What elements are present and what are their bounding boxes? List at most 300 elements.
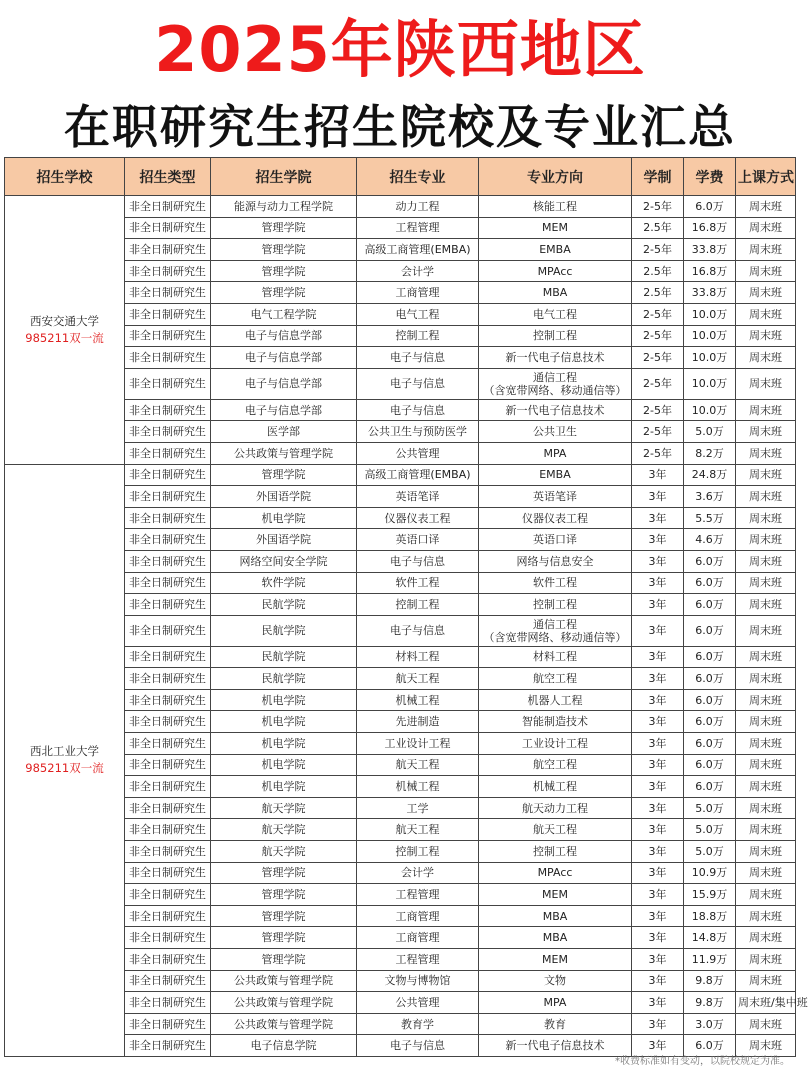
cell-type: 非全日制研究生: [125, 303, 211, 325]
cell-duration: 3年: [632, 970, 684, 992]
direction-line: 公共卫生: [533, 425, 577, 439]
cell-fee: 18.8万: [684, 905, 736, 927]
cell-college: 公共政策与管理学院: [211, 992, 357, 1014]
direction-line: 航空工程: [533, 758, 577, 772]
cell-type: 非全日制研究生: [125, 368, 211, 399]
cell-college: 机电学院: [211, 754, 357, 776]
cell-direction: [479, 862, 632, 884]
cell-mode: 周末班: [736, 303, 796, 325]
cell-major: 机械工程: [357, 776, 479, 798]
cell-direction: [479, 797, 632, 819]
cell-type: 非全日制研究生: [125, 949, 211, 971]
cell-college: 电子与信息学部: [211, 399, 357, 421]
cell-type: 非全日制研究生: [125, 260, 211, 282]
cell-college: 外国语学院: [211, 486, 357, 508]
direction-line: MPA: [543, 995, 567, 1009]
cell-major: 英语口译: [357, 529, 479, 551]
cell-fee: 3.6万: [684, 486, 736, 508]
cell-college: 电子信息学院: [211, 1035, 357, 1057]
cell-college: 航天学院: [211, 841, 357, 863]
cell-fee: 10.0万: [684, 368, 736, 399]
cell-major: 电子与信息: [357, 368, 479, 399]
cell-college: 民航学院: [211, 594, 357, 616]
cell-type: 非全日制研究生: [125, 421, 211, 443]
cell-college: 电子与信息学部: [211, 368, 357, 399]
cell-direction: [479, 689, 632, 711]
cell-fee: 5.5万: [684, 507, 736, 529]
cell-mode: 周末班: [736, 646, 796, 668]
direction-line: MBA: [542, 286, 568, 300]
cell-college: 机电学院: [211, 507, 357, 529]
cell-duration: 2-5年: [632, 347, 684, 369]
cell-direction: [479, 399, 632, 421]
cell-type: 非全日制研究生: [125, 905, 211, 927]
cell-major: 公共管理: [357, 992, 479, 1014]
cell-college: 管理学院: [211, 862, 357, 884]
cell-fee: 11.9万: [684, 949, 736, 971]
school-name: 西北工业大学: [30, 744, 99, 759]
cell-college: 公共政策与管理学院: [211, 1013, 357, 1035]
programs-table: [4, 157, 808, 1057]
cell-duration: 3年: [632, 464, 684, 486]
cell-direction: [479, 572, 632, 594]
header-type: 招生类型: [125, 158, 211, 196]
cell-mode: 周末班: [736, 689, 796, 711]
cell-college: 机电学院: [211, 733, 357, 755]
cell-fee: 10.0万: [684, 325, 736, 347]
cell-type: 非全日制研究生: [125, 486, 211, 508]
footer-note: *收费标准如有变动，以院校规定为准。: [615, 1056, 790, 1067]
table-body: [5, 196, 808, 1057]
cell-duration: 3年: [632, 819, 684, 841]
cell-fee: 6.0万: [684, 668, 736, 690]
direction-line: MBA: [542, 931, 568, 945]
cell-direction: [479, 905, 632, 927]
cell-mode: 周末班: [736, 550, 796, 572]
cell-direction: [479, 239, 632, 261]
cell-college: 电气工程学院: [211, 303, 357, 325]
cell-duration: 3年: [632, 884, 684, 906]
cell-duration: 3年: [632, 572, 684, 594]
cell-direction: [479, 949, 632, 971]
cell-mode: 周末班: [736, 196, 796, 218]
cell-mode: 周末班: [736, 927, 796, 949]
cell-college: 航天学院: [211, 797, 357, 819]
cell-college: 民航学院: [211, 668, 357, 690]
cell-college: 能源与动力工程学院: [211, 196, 357, 218]
cell-direction: [479, 282, 632, 304]
cell-major: 控制工程: [357, 325, 479, 347]
cell-type: 非全日制研究生: [125, 594, 211, 616]
cell-major: 电子与信息: [357, 550, 479, 572]
cell-duration: 3年: [632, 927, 684, 949]
direction-line: 机械工程: [533, 780, 577, 794]
cell-college: 管理学院: [211, 905, 357, 927]
header-mode: 上课方式: [736, 158, 796, 196]
cell-duration: 2.5年: [632, 217, 684, 239]
direction-line: MEM: [542, 952, 568, 966]
cell-fee: 8.2万: [684, 442, 736, 464]
cell-fee: 9.8万: [684, 970, 736, 992]
cell-major: 先进制造: [357, 711, 479, 733]
cell-duration: 3年: [632, 507, 684, 529]
cell-mode: 周末班: [736, 711, 796, 733]
cell-type: 非全日制研究生: [125, 992, 211, 1014]
cell-fee: 14.8万: [684, 927, 736, 949]
cell-duration: 3年: [632, 668, 684, 690]
direction-line: MEM: [542, 888, 568, 902]
cell-mode: 周末班: [736, 668, 796, 690]
cell-duration: 3年: [632, 841, 684, 863]
cell-duration: 2-5年: [632, 442, 684, 464]
cell-major: 航天工程: [357, 819, 479, 841]
cell-mode: 周末班: [736, 239, 796, 261]
cell-direction: [479, 884, 632, 906]
cell-fee: 24.8万: [684, 464, 736, 486]
cell-major: 动力工程: [357, 196, 479, 218]
cell-college: 公共政策与管理学院: [211, 442, 357, 464]
header-college: 招生学院: [211, 158, 357, 196]
cell-fee: 15.9万: [684, 884, 736, 906]
direction-line: 航天动力工程: [522, 801, 588, 815]
direction-line: 新一代电子信息技术: [505, 350, 605, 364]
cell-duration: 2-5年: [632, 421, 684, 443]
direction-line: 通信工程: [533, 370, 577, 384]
cell-mode: 周末班/集中班: [736, 992, 796, 1014]
cell-direction: [479, 464, 632, 486]
direction-line: 网络与信息安全: [516, 554, 594, 568]
direction-line: （含宽带网络、移动通信等）: [483, 383, 627, 397]
direction-line: 新一代电子信息技术: [505, 403, 605, 417]
direction-line: 软件工程: [533, 576, 577, 590]
school-rank-badge: 985211双一流: [25, 761, 104, 776]
cell-major: 控制工程: [357, 594, 479, 616]
cell-major: 工程管理: [357, 949, 479, 971]
cell-mode: 周末班: [736, 529, 796, 551]
cell-mode: 周末班: [736, 217, 796, 239]
cell-duration: 3年: [632, 646, 684, 668]
cell-type: 非全日制研究生: [125, 347, 211, 369]
cell-duration: 3年: [632, 615, 684, 646]
cell-type: 非全日制研究生: [125, 282, 211, 304]
cell-fee: 6.0万: [684, 733, 736, 755]
cell-mode: 周末班: [736, 733, 796, 755]
cell-fee: 10.9万: [684, 862, 736, 884]
cell-duration: 3年: [632, 862, 684, 884]
cell-mode: 周末班: [736, 776, 796, 798]
cell-type: 非全日制研究生: [125, 646, 211, 668]
cell-duration: 3年: [632, 594, 684, 616]
cell-major: 工商管理: [357, 905, 479, 927]
cell-duration: 3年: [632, 529, 684, 551]
direction-line: 通信工程: [533, 617, 577, 631]
direction-line: 航空工程: [533, 672, 577, 686]
cell-type: 非全日制研究生: [125, 689, 211, 711]
cell-duration: 2-5年: [632, 325, 684, 347]
direction-line: 教育: [544, 1017, 566, 1031]
cell-major: 文物与博物馆: [357, 970, 479, 992]
cell-fee: 5.0万: [684, 421, 736, 443]
cell-major: 高级工商管理(EMBA): [357, 239, 479, 261]
direction-line: MEM: [542, 221, 568, 235]
cell-type: 非全日制研究生: [125, 1035, 211, 1057]
cell-mode: 周末班: [736, 797, 796, 819]
cell-mode: 周末班: [736, 486, 796, 508]
cell-direction: [479, 927, 632, 949]
cell-duration: 3年: [632, 689, 684, 711]
cell-college: 管理学院: [211, 884, 357, 906]
cell-duration: 3年: [632, 992, 684, 1014]
cell-fee: 6.0万: [684, 711, 736, 733]
cell-major: 电子与信息: [357, 399, 479, 421]
cell-major: 电气工程: [357, 303, 479, 325]
cell-mode: 周末班: [736, 615, 796, 646]
direction-line: EMBA: [539, 468, 571, 482]
cell-major: 工程管理: [357, 884, 479, 906]
cell-duration: 3年: [632, 550, 684, 572]
cell-direction: [479, 260, 632, 282]
cell-fee: 4.6万: [684, 529, 736, 551]
cell-duration: 2-5年: [632, 368, 684, 399]
cell-duration: 2-5年: [632, 239, 684, 261]
cell-mode: 周末班: [736, 862, 796, 884]
cell-duration: 3年: [632, 905, 684, 927]
direction-line: （含宽带网络、移动通信等）: [483, 630, 627, 644]
cell-fee: 10.0万: [684, 399, 736, 421]
direction-line: EMBA: [539, 242, 571, 256]
cell-mode: 周末班: [736, 1035, 796, 1057]
cell-mode: 周末班: [736, 325, 796, 347]
cell-direction: [479, 421, 632, 443]
cell-mode: 周末班: [736, 442, 796, 464]
cell-direction: [479, 776, 632, 798]
direction-line: 文物: [544, 974, 566, 988]
cell-duration: 3年: [632, 949, 684, 971]
direction-line: 材料工程: [533, 650, 577, 664]
cell-mode: 周末班: [736, 399, 796, 421]
cell-type: 非全日制研究生: [125, 399, 211, 421]
cell-major: 软件工程: [357, 572, 479, 594]
cell-fee: 6.0万: [684, 689, 736, 711]
cell-direction: [479, 733, 632, 755]
cell-mode: 周末班: [736, 421, 796, 443]
header-row: [5, 158, 796, 196]
cell-duration: 2-5年: [632, 399, 684, 421]
cell-fee: 10.0万: [684, 347, 736, 369]
cell-fee: 33.8万: [684, 239, 736, 261]
cell-mode: 周末班: [736, 368, 796, 399]
school-rank-badge: 985211双一流: [25, 330, 104, 345]
cell-college: 机电学院: [211, 776, 357, 798]
cell-direction: [479, 196, 632, 218]
cell-duration: 3年: [632, 1035, 684, 1057]
cell-direction: [479, 992, 632, 1014]
cell-mode: 周末班: [736, 754, 796, 776]
cell-major: 工程管理: [357, 217, 479, 239]
header-direction: 专业方向: [479, 158, 632, 196]
cell-direction: [479, 550, 632, 572]
cell-type: 非全日制研究生: [125, 217, 211, 239]
cell-type: 非全日制研究生: [125, 862, 211, 884]
cell-major: 工学: [357, 797, 479, 819]
cell-duration: 2-5年: [632, 303, 684, 325]
table-row: [5, 196, 796, 218]
cell-mode: 周末班: [736, 905, 796, 927]
page-title: 2025年陕西地区: [154, 13, 646, 86]
cell-direction: [479, 347, 632, 369]
cell-duration: 3年: [632, 1013, 684, 1035]
cell-mode: 周末班: [736, 819, 796, 841]
cell-direction: [479, 529, 632, 551]
cell-type: 非全日制研究生: [125, 550, 211, 572]
cell-major: 高级工商管理(EMBA): [357, 464, 479, 486]
cell-fee: 33.8万: [684, 282, 736, 304]
cell-major: 仪器仪表工程: [357, 507, 479, 529]
cell-college: 公共政策与管理学院: [211, 970, 357, 992]
cell-college: 电子与信息学部: [211, 325, 357, 347]
direction-line: 控制工程: [533, 844, 577, 858]
direction-line: MPA: [543, 446, 567, 460]
cell-major: 工商管理: [357, 282, 479, 304]
cell-direction: [479, 217, 632, 239]
cell-type: 非全日制研究生: [125, 970, 211, 992]
cell-mode: 周末班: [736, 884, 796, 906]
cell-college: 机电学院: [211, 711, 357, 733]
direction-line: MPAcc: [537, 866, 573, 880]
cell-type: 非全日制研究生: [125, 572, 211, 594]
cell-type: 非全日制研究生: [125, 464, 211, 486]
cell-major: 控制工程: [357, 841, 479, 863]
header-duration: 学制: [632, 158, 684, 196]
cell-major: 航天工程: [357, 754, 479, 776]
cell-type: 非全日制研究生: [125, 754, 211, 776]
cell-type: 非全日制研究生: [125, 797, 211, 819]
cell-duration: 3年: [632, 797, 684, 819]
cell-direction: [479, 303, 632, 325]
direction-line: 核能工程: [533, 199, 577, 213]
cell-direction: [479, 368, 632, 399]
cell-direction: [479, 594, 632, 616]
cell-college: 软件学院: [211, 572, 357, 594]
cell-direction: [479, 442, 632, 464]
cell-major: 电子与信息: [357, 1035, 479, 1057]
cell-college: 医学部: [211, 421, 357, 443]
school-cell: [5, 464, 125, 1056]
cell-direction: [479, 754, 632, 776]
cell-direction: [479, 819, 632, 841]
cell-fee: 3.0万: [684, 1013, 736, 1035]
table-row: [5, 464, 796, 486]
cell-college: 管理学院: [211, 217, 357, 239]
cell-duration: 2-5年: [632, 196, 684, 218]
cell-direction: [479, 1013, 632, 1035]
direction-line: 仪器仪表工程: [522, 511, 588, 525]
direction-line: 智能制造技术: [522, 715, 588, 729]
cell-duration: 3年: [632, 754, 684, 776]
cell-mode: 周末班: [736, 347, 796, 369]
cell-college: 民航学院: [211, 615, 357, 646]
cell-mode: 周末班: [736, 1013, 796, 1035]
cell-type: 非全日制研究生: [125, 884, 211, 906]
cell-college: 电子与信息学部: [211, 347, 357, 369]
cell-fee: 5.0万: [684, 797, 736, 819]
cell-direction: [479, 841, 632, 863]
cell-mode: 周末班: [736, 841, 796, 863]
cell-college: 管理学院: [211, 239, 357, 261]
cell-fee: 6.0万: [684, 196, 736, 218]
cell-fee: 6.0万: [684, 776, 736, 798]
cell-type: 非全日制研究生: [125, 668, 211, 690]
cell-type: 非全日制研究生: [125, 733, 211, 755]
cell-college: 航天学院: [211, 819, 357, 841]
cell-fee: 16.8万: [684, 260, 736, 282]
cell-duration: 2.5年: [632, 282, 684, 304]
cell-mode: 周末班: [736, 572, 796, 594]
cell-fee: 6.0万: [684, 572, 736, 594]
cell-duration: 3年: [632, 733, 684, 755]
cell-direction: [479, 1035, 632, 1057]
cell-type: 非全日制研究生: [125, 927, 211, 949]
cell-major: 公共管理: [357, 442, 479, 464]
direction-line: 工业设计工程: [522, 736, 588, 750]
cell-duration: 3年: [632, 776, 684, 798]
cell-duration: 2.5年: [632, 260, 684, 282]
cell-direction: [479, 486, 632, 508]
cell-type: 非全日制研究生: [125, 325, 211, 347]
cell-mode: 周末班: [736, 949, 796, 971]
cell-duration: 3年: [632, 711, 684, 733]
direction-line: MBA: [542, 909, 568, 923]
cell-major: 电子与信息: [357, 347, 479, 369]
cell-fee: 6.0万: [684, 646, 736, 668]
cell-type: 非全日制研究生: [125, 776, 211, 798]
school-cell: [5, 196, 125, 465]
header-school: 招生学校: [5, 158, 125, 196]
direction-line: 英语口译: [533, 533, 577, 547]
cell-direction: [479, 646, 632, 668]
cell-college: 民航学院: [211, 646, 357, 668]
direction-line: 控制工程: [533, 329, 577, 343]
cell-major: 材料工程: [357, 646, 479, 668]
cell-college: 管理学院: [211, 282, 357, 304]
cell-fee: 6.0万: [684, 615, 736, 646]
cell-college: 网络空间安全学院: [211, 550, 357, 572]
cell-direction: [479, 325, 632, 347]
direction-line: 航天工程: [533, 823, 577, 837]
cell-fee: 9.8万: [684, 992, 736, 1014]
cell-major: 会计学: [357, 862, 479, 884]
cell-major: 电子与信息: [357, 615, 479, 646]
cell-major: 教育学: [357, 1013, 479, 1035]
cell-college: 管理学院: [211, 260, 357, 282]
cell-college: 机电学院: [211, 689, 357, 711]
page-subtitle: 在职研究生招生院校及专业汇总: [64, 100, 736, 154]
cell-college: 管理学院: [211, 464, 357, 486]
cell-fee: 5.0万: [684, 841, 736, 863]
header-fee: 学费: [684, 158, 736, 196]
cell-fee: 6.0万: [684, 550, 736, 572]
cell-type: 非全日制研究生: [125, 841, 211, 863]
direction-line: 控制工程: [533, 597, 577, 611]
cell-mode: 周末班: [736, 464, 796, 486]
cell-mode: 周末班: [736, 282, 796, 304]
cell-fee: 16.8万: [684, 217, 736, 239]
cell-type: 非全日制研究生: [125, 615, 211, 646]
direction-line: 电气工程: [533, 307, 577, 321]
cell-type: 非全日制研究生: [125, 442, 211, 464]
cell-college: 外国语学院: [211, 529, 357, 551]
cell-mode: 周末班: [736, 260, 796, 282]
